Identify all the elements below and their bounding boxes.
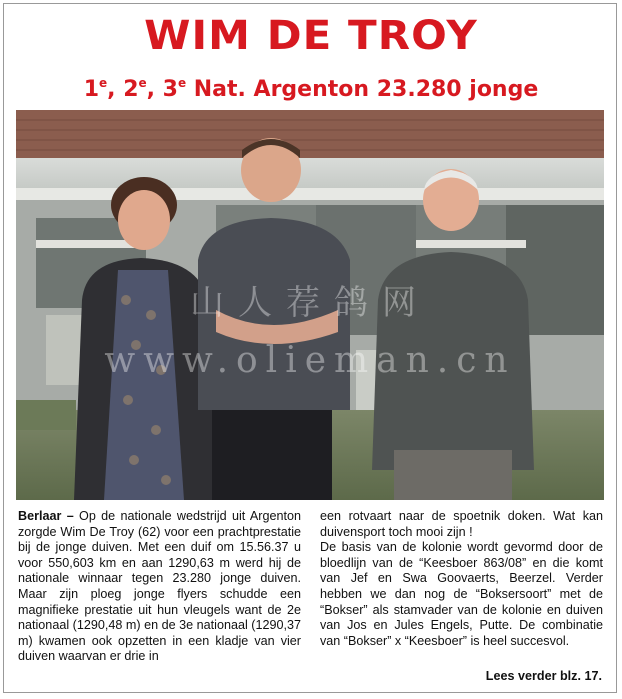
watermark-chinese: 山人荐鸽网 [190,283,430,323]
headline-title: WIM DE TROY [144,13,478,59]
article-column-2 [320,509,603,649]
subtitle-ordinal-1: 1e [83,76,108,102]
subtitle-ordinal-2: , 2e [107,76,147,102]
photo-illustration [16,110,604,500]
article-body [18,509,604,689]
subtitle-text: Nat. Argenton 23.280 jonge [186,77,539,102]
article-paragraph-1 [18,509,301,665]
article-paragraph-2: een rotvaart naar de spoetnik doken. Wat kan duivensport toch mooi zijn ! [320,509,603,539]
headline-subtitle [0,68,622,105]
watermark-url: www.olieman.cn [104,340,516,381]
subtitle-ordinal-3: , 3e [146,76,187,102]
article-dateline: Berlaar – [18,509,74,523]
article-photo [16,110,604,500]
article-paragraph-3: De basis van de kolonie wordt gevormd door de bloedlijn van de “Keesboer 863/08” en die komt van Jef en Swa Goovaerts, Beerzel. Verder hebben we dan nog de “Boksersoort” met de “Bokser” als stamvader van de kolonie en duiven van Jos en Jules Engels, Putte. De combinatie van “Bokser” x “Keesboer” is heel succesvol. [320,540,603,648]
read-more-link[interactable]: Lees verder blz. 17. [485,669,602,683]
article-text-col1: Op de nationale wedstrijd uit Argenton zorgde Wim De Troy (62) voor een prachtprestatie bij de jonge duiven. Met een duif om 15.56.37 u voor 550,603 km en aan 1290,63 m werd hij de nationale winnaar tegen 23.280 jonge duiven. Maar zijn ploeg jonge flyers schudde een magnifieke prestatie uit hun vleugels want de 2e nationaal (1290,48 m) en de 3e nationaal (1290,37 m) kwamen ook opzetten in een kladje van vier duiven waarvan er drie in [18,509,301,664]
article-column-1 [18,509,301,665]
